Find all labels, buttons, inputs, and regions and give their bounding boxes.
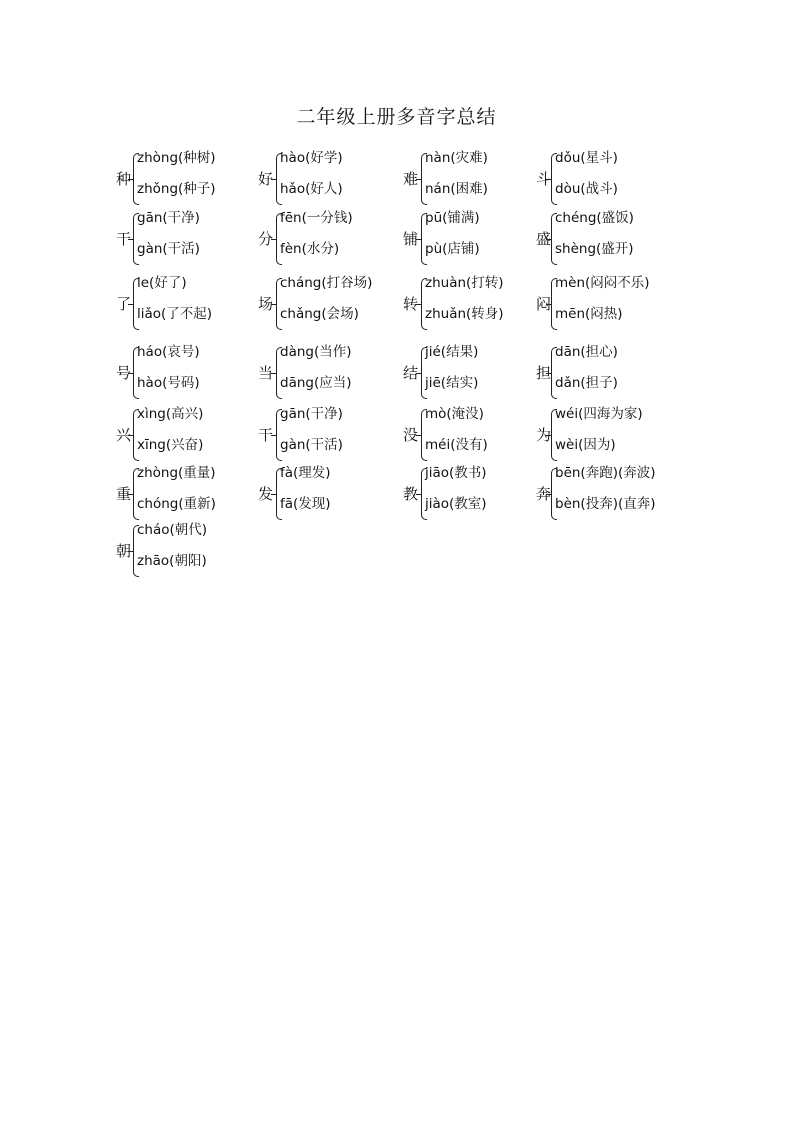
entry-character: 分 [258, 230, 274, 248]
entry-reading: gàn(干活) [137, 241, 200, 257]
entry-reading: fà(理发) [280, 465, 331, 481]
entry-character: 朝 [116, 542, 132, 560]
entry-reading: méi(没有) [425, 437, 488, 453]
entry-reading: gàn(干活) [280, 437, 343, 453]
entry-reading: zhāo(朝阳) [137, 553, 207, 569]
entry-character: 当 [258, 364, 274, 382]
entry-character: 奔 [536, 485, 552, 503]
polyphonic-entry [536, 210, 696, 268]
entry-character: 没 [403, 426, 419, 444]
entry-reading: hào(好学) [280, 150, 343, 166]
entry-character: 铺 [403, 230, 419, 248]
entry-reading: zhuǎn(转身) [425, 306, 504, 322]
entry-character: 重 [116, 485, 132, 503]
entry-character: 了 [116, 295, 132, 313]
entry-reading: háo(哀号) [137, 344, 200, 360]
entry-reading: zhòng(种树) [137, 150, 216, 166]
polyphonic-entry [536, 344, 696, 402]
entry-character: 号 [116, 364, 132, 382]
entry-reading: mò(淹没) [425, 406, 484, 422]
entry-reading: liǎo(了不起) [137, 306, 213, 322]
entry-character: 干 [116, 230, 132, 248]
entry-reading: gān(干净) [137, 210, 200, 226]
polyphonic-entry [116, 406, 276, 464]
entry-reading: zhǒng(种子) [137, 181, 216, 197]
entry-reading: fā(发现) [280, 496, 331, 512]
entry-reading: jiào(教室) [425, 496, 487, 512]
entry-reading: dǎn(担子) [555, 375, 618, 391]
entry-reading: jié(结果) [425, 344, 479, 360]
entry-character: 转 [403, 295, 419, 313]
entry-reading: chéng(盛饭) [555, 210, 634, 226]
entry-reading: dāng(应当) [280, 375, 352, 391]
entry-character: 场 [258, 295, 274, 313]
entry-reading: bēn(奔跑)(奔波) [555, 465, 656, 481]
entry-reading: dān(担心) [555, 344, 618, 360]
polyphonic-entry [116, 522, 276, 580]
entry-reading: hǎo(好人) [280, 181, 343, 197]
entry-character: 为 [536, 426, 552, 444]
entry-reading: mēn(闷热) [555, 306, 623, 322]
entry-reading: dòu(战斗) [555, 181, 618, 197]
entry-reading: shèng(盛开) [555, 241, 634, 257]
entry-reading: mèn(闷闷不乐) [555, 275, 650, 291]
entry-character: 斗 [536, 170, 552, 188]
entry-reading: wèi(因为) [555, 437, 616, 453]
polyphonic-entry [536, 465, 696, 523]
entry-reading: zhuàn(打转) [425, 275, 504, 291]
entry-reading: jiē(结实) [425, 375, 479, 391]
entry-reading: nán(困难) [425, 181, 488, 197]
entry-character: 结 [403, 364, 419, 382]
polyphonic-entry [258, 406, 418, 464]
entry-reading: hào(号码) [137, 375, 200, 391]
page-title: 二年级上册多音字总结 [296, 106, 497, 128]
polyphonic-entry [258, 465, 418, 523]
entry-reading: fèn(水分) [280, 241, 340, 257]
entry-reading: wéi(四海为家) [555, 406, 643, 422]
entry-character: 盛 [536, 230, 552, 248]
entry-reading: fēn(一分钱) [280, 210, 353, 226]
entry-reading: pū(铺满) [425, 210, 480, 226]
polyphonic-entry [116, 465, 276, 523]
entry-character: 干 [258, 426, 274, 444]
polyphonic-entry [258, 210, 418, 268]
entry-character: 担 [536, 364, 552, 382]
entry-reading: dǒu(星斗) [555, 150, 618, 166]
entry-reading: nàn(灾难) [425, 150, 488, 166]
entry-character: 发 [258, 485, 274, 503]
entry-reading: xìng(高兴) [137, 406, 204, 422]
entry-reading: chǎng(会场) [280, 306, 359, 322]
entry-reading: bèn(投奔)(直奔) [555, 496, 656, 512]
entry-character: 种 [116, 170, 132, 188]
entry-reading: jiāo(教书) [425, 465, 487, 481]
entry-reading: dàng(当作) [280, 344, 352, 360]
entry-character: 兴 [116, 426, 132, 444]
polyphonic-entry [258, 344, 418, 402]
polyphonic-entry [536, 406, 696, 464]
polyphonic-entry [116, 344, 276, 402]
polyphonic-entry [116, 275, 276, 333]
entry-reading: pù(店铺) [425, 241, 480, 257]
polyphonic-entry [116, 210, 276, 268]
entry-character: 教 [403, 485, 419, 503]
entry-character: 好 [258, 170, 274, 188]
polyphonic-entry [258, 150, 418, 208]
polyphonic-entry [536, 150, 696, 208]
entry-reading: chóng(重新) [137, 496, 216, 512]
polyphonic-entry [536, 275, 696, 333]
entry-reading: xīng(兴奋) [137, 437, 204, 453]
entry-reading: le(好了) [137, 275, 187, 291]
entry-character: 闷 [536, 295, 552, 313]
entry-reading: gān(干净) [280, 406, 343, 422]
entry-reading: cháng(打谷场) [280, 275, 373, 291]
polyphonic-entry [116, 150, 276, 208]
entry-reading: cháo(朝代) [137, 522, 208, 538]
polyphonic-entry [258, 275, 418, 333]
entry-character: 难 [403, 170, 419, 188]
entry-reading: zhòng(重量) [137, 465, 216, 481]
